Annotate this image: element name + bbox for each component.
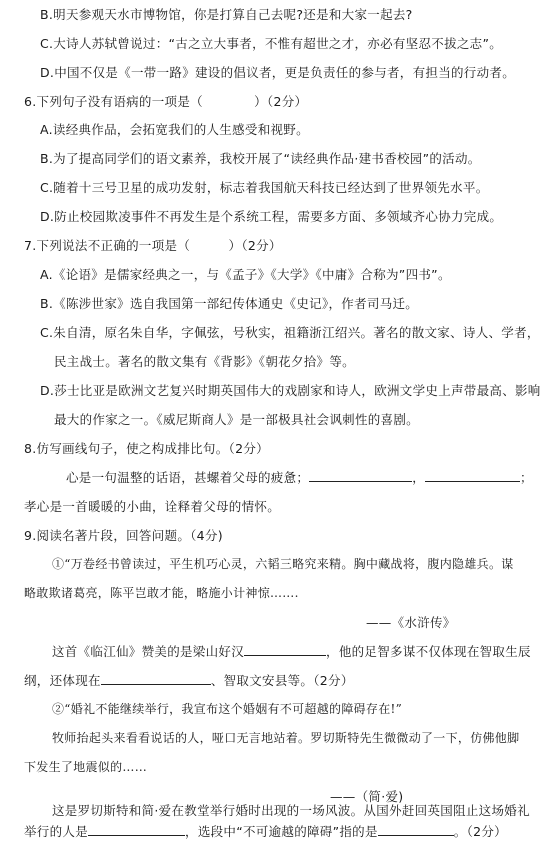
q9-question-2-line1: 这是罗切斯特和简·爱在教堂举行婚时出现的一场风波。从国外赶回英国阻止这场婚礼 bbox=[52, 803, 530, 818]
answer-blank[interactable] bbox=[378, 823, 454, 836]
q9-source-2: ——（简·爱) bbox=[330, 789, 404, 804]
q9-excerpt-1-line2: 略敢欺诸葛亮，陈平岂敢才能，略施小计神惊……. bbox=[24, 586, 299, 600]
q5-option-b: B.明天参观天水市博物馆，你是打算自己去呢?还是和大家一起去? bbox=[40, 7, 413, 22]
q7-option-c-line2: 民主战士。著名的散文集有《背影》《朝花夕拾》等。 bbox=[54, 354, 355, 369]
q9-question-1-text: 这首《临江仙》赞美的是梁山好汉 bbox=[52, 644, 245, 659]
answer-blank[interactable] bbox=[101, 672, 211, 685]
answer-blank[interactable] bbox=[244, 643, 326, 656]
q5-option-c: C.大诗人苏轼曾说过：“古之立大事者，不惟有超世之才，亦必有坚忍不拔之志”。 bbox=[40, 36, 503, 51]
q5-option-d: D.中国不仅是《一带一路》建设的倡议者，更是负责任的参与者，有担当的行动者。 bbox=[40, 65, 515, 80]
q9-question-2-text: 举行的人是 bbox=[24, 824, 89, 839]
q7-option-b: B.《陈涉世家》选自我国第一部纪传体通史《史记》，作者司马迁。 bbox=[40, 296, 419, 311]
q9-excerpt-2-line1: ②“婚礼不能继续举行，我宣布这个婚姻有不可超越的障碍存在!” bbox=[52, 702, 403, 716]
q8-sentence-1-text: 心是一句温整的话语，甚螺着父母的疲惫； bbox=[66, 470, 310, 485]
q7-option-c-line1: C.朱自清，原名朱自华，字佩弦，号秋实，祖籍浙江绍兴。著名的散文家、诗人、学者， bbox=[40, 325, 540, 340]
answer-blank[interactable] bbox=[309, 469, 412, 482]
q9-question-2-line2 bbox=[24, 822, 507, 840]
q6-option-b: B.为了提高同学们的语文素养，我校开展了“读经典作品·建书香校园”的活动。 bbox=[40, 151, 481, 166]
q8-sentence-1 bbox=[66, 468, 533, 486]
answer-blank[interactable] bbox=[88, 823, 185, 836]
q9-question-1-line1 bbox=[52, 642, 531, 660]
q8-stem: 8.仿写画线句子，使之构成排比句。（2分） bbox=[24, 441, 269, 456]
q9-excerpt-2-line2: 牧师抬起头来看看说话的人，哑口无言地站着。罗切斯特先生微微动了一下，仿佛他脚 bbox=[52, 731, 520, 745]
q7-option-d-line2: 最大的作家之一。《威尼斯商人》是一部极具社会讽刺性的喜剧。 bbox=[54, 412, 419, 427]
q9-question-1-line2 bbox=[24, 671, 354, 689]
q7-option-d-line1: D.莎士比亚是欧洲文艺复兴时期英国伟大的戏剧家和诗人，欧洲文学史上声带最高、影响 bbox=[40, 383, 541, 398]
q9-excerpt-1-line1: ①“万卷经书曾读过，平生机巧心灵，六韬三略究来精。胸中藏战将，腹内隐雄兵。谋 bbox=[52, 557, 514, 571]
q9-question-2-text-cont: ，选段中“不可逾越的障碍”指的是 bbox=[185, 824, 378, 839]
q8-sentence-2: 孝心是一首暖暖的小曲，诠释着父母的情怀。 bbox=[24, 499, 281, 514]
q9-question-1-text-cont: 、智取文安县等。（2分） bbox=[210, 673, 354, 688]
q9-source-1: ——《水浒传》 bbox=[366, 615, 456, 630]
q9-question-1-text-cont: ，他的足智多谋不仅体现在智取生辰 bbox=[326, 644, 531, 659]
q6-option-a: A.读经典作品，会拓宽我们的人生感受和视野。 bbox=[40, 122, 309, 137]
q6-option-c: C.随着十三号卫星的成功发射，标志着我国航天科技已经达到了世界领先水平。 bbox=[40, 180, 489, 195]
q9-question-2-text-end: 。（2分） bbox=[453, 824, 507, 839]
answer-blank[interactable] bbox=[425, 469, 520, 482]
q9-stem: 9.阅读名著片段，回答问题。（4分) bbox=[24, 528, 223, 543]
q9-question-1-text: 纲，还体现在 bbox=[24, 673, 101, 688]
q6-option-d: D.防止校园欺凌事件不再发生是个系统工程，需要多方面、多领域齐心协力完成。 bbox=[40, 209, 503, 224]
q7-option-a: A.《论语》是儒家经典之一，与《孟子》《大学》《中庸》合称为”四书”。 bbox=[40, 267, 451, 282]
semicolon: ； bbox=[520, 470, 533, 485]
q7-stem: 7.下列说法不正确的一项是（ ）（2分） bbox=[24, 238, 282, 253]
q6-stem: 6.下列句子没有语病的一项是（ ）（2分） bbox=[24, 94, 308, 109]
q9-excerpt-2-line3: 下发生了地震似的…… bbox=[24, 760, 148, 774]
comma: ， bbox=[412, 470, 426, 485]
